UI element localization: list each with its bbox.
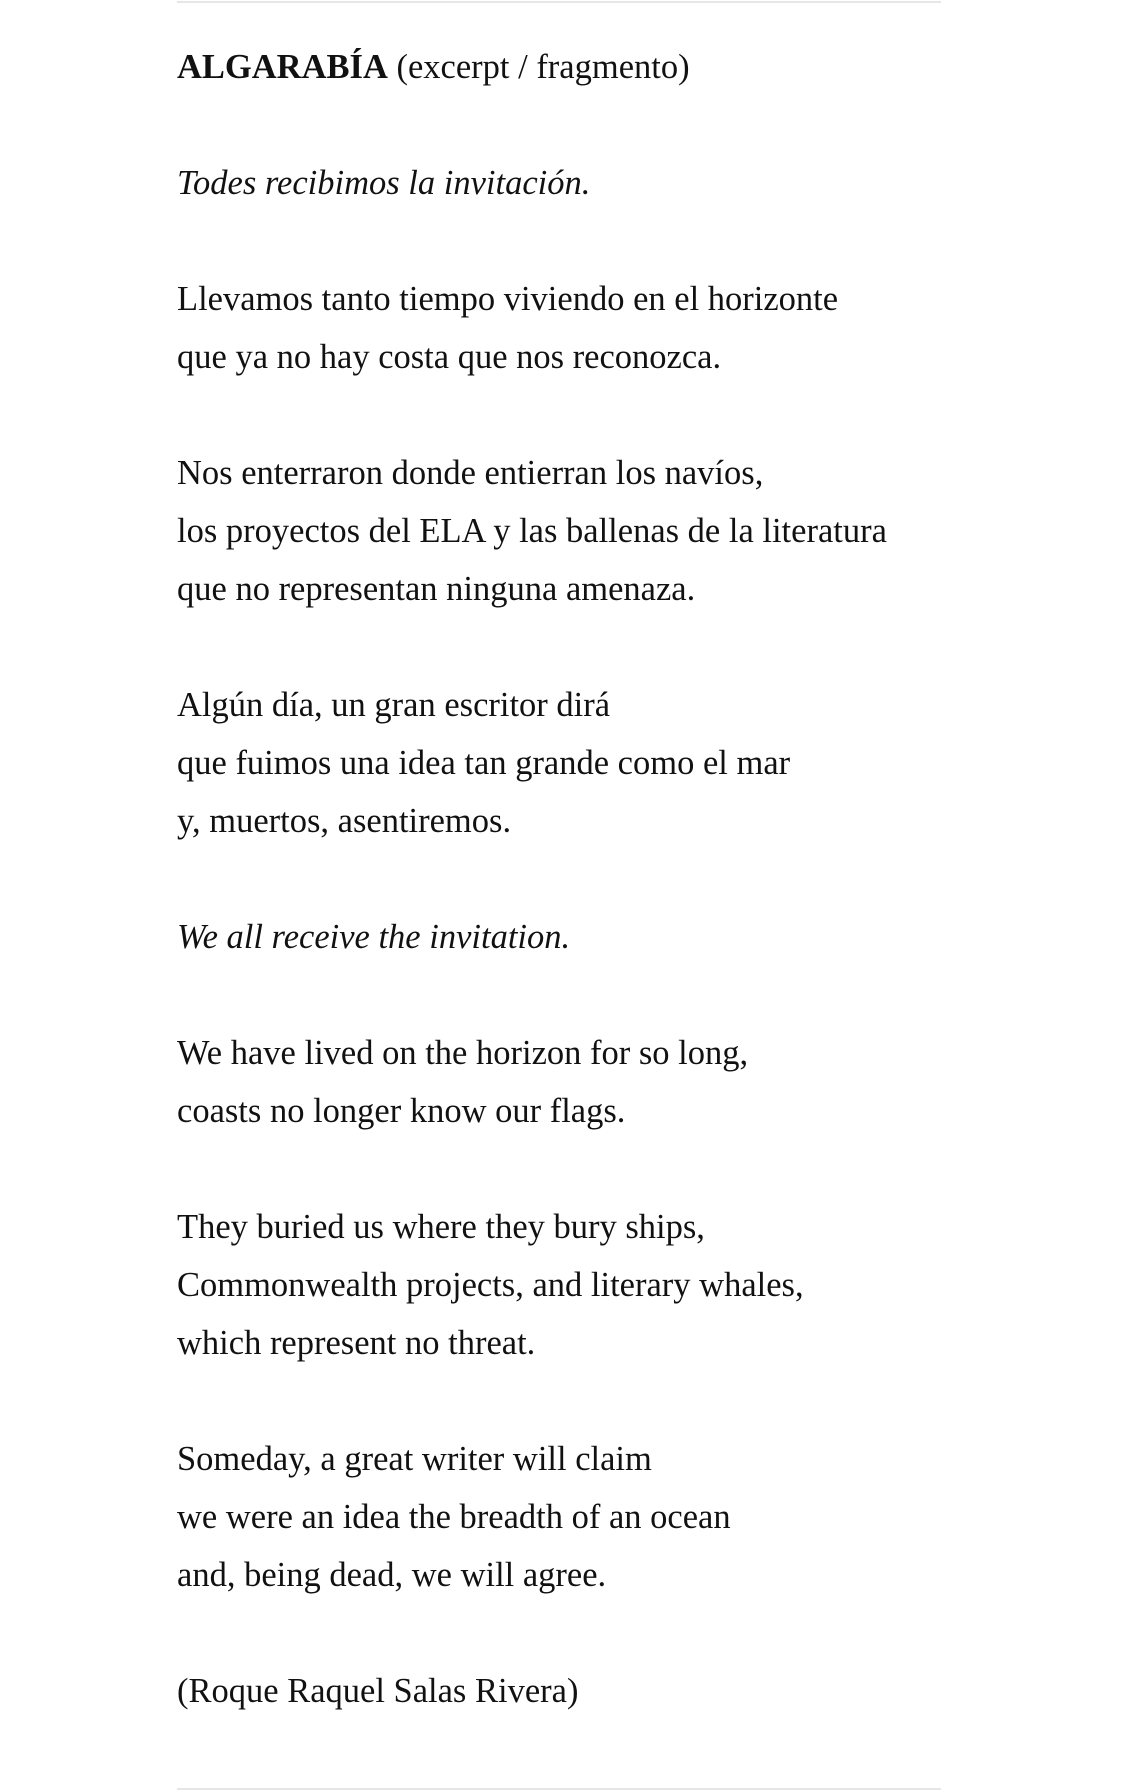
poem-line: and, being dead, we will agree. bbox=[177, 1556, 607, 1594]
poem-line: que no representan ninguna amenaza. bbox=[177, 570, 696, 608]
poem-line: y, muertos, asentiremos. bbox=[177, 802, 512, 840]
poem-line: They buried us where they bury ships, bbox=[177, 1208, 705, 1246]
title-main: ALGARABÍA bbox=[177, 48, 388, 86]
title-subtitle: (excerpt / fragmento) bbox=[396, 48, 690, 86]
poem-line: which represent no threat. bbox=[177, 1324, 536, 1362]
poem-line: We have lived on the horizon for so long, bbox=[177, 1034, 749, 1072]
poem-line: Llevamos tanto tiempo viviendo en el horizonte bbox=[177, 280, 839, 318]
spanish-opening-line: Todes recibimos la invitación. bbox=[177, 164, 591, 202]
poem-line: Nos enterraron donde entierran los navíos, bbox=[177, 454, 764, 492]
poem-line: we were an idea the breadth of an ocean bbox=[177, 1498, 731, 1536]
poem-line: Algún día, un gran escritor dirá bbox=[177, 686, 611, 724]
poem-line: que ya no hay costa que nos reconozca. bbox=[177, 338, 722, 376]
top-divider bbox=[177, 1, 941, 3]
poem-line: Commonwealth projects, and literary whales, bbox=[177, 1266, 804, 1304]
poem-line: los proyectos del ELA y las ballenas de la literatura bbox=[177, 512, 887, 550]
poem-title bbox=[177, 38, 967, 96]
poem-line: que fuimos una idea tan grande como el mar bbox=[177, 744, 791, 782]
poem-line: Someday, a great writer will claim bbox=[177, 1440, 652, 1478]
bottom-divider bbox=[177, 1788, 941, 1790]
poem-line: coasts no longer know our flags. bbox=[177, 1092, 626, 1130]
attribution: (Roque Raquel Salas Rivera) bbox=[177, 1672, 579, 1710]
english-opening-line: We all receive the invitation. bbox=[177, 918, 571, 956]
poem-text bbox=[177, 38, 967, 1720]
